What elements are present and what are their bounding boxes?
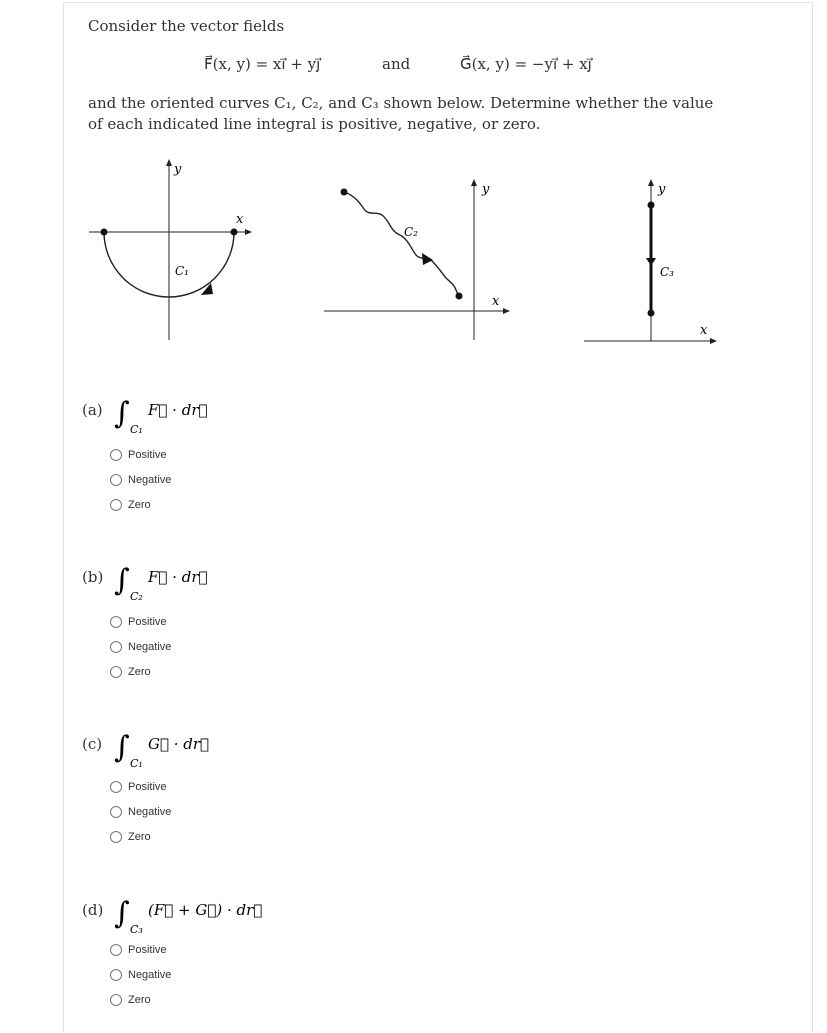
radio-button[interactable]	[110, 831, 122, 843]
c2-curve-label: C₂	[404, 225, 418, 239]
radio-button[interactable]	[110, 474, 122, 486]
radio-button[interactable]	[110, 994, 122, 1006]
c3-y-label: y	[658, 182, 666, 197]
c3-x-label: x	[700, 323, 708, 338]
option-zero[interactable]: Zero	[110, 497, 151, 513]
c2-end-point	[456, 293, 463, 300]
integrand: (F⃗ + G⃗) · dr⃗	[148, 901, 263, 919]
option-zero[interactable]: Zero	[110, 829, 151, 845]
integral-subscript: C₃	[130, 923, 143, 936]
integral-sign: ∫	[114, 896, 130, 931]
c3-start-point	[648, 202, 655, 209]
integrand: G⃗ · dr⃗	[148, 735, 210, 753]
integral-sign: ∫	[114, 730, 130, 765]
c3-curve-label: C₃	[660, 265, 674, 279]
integral-sign: ∫	[114, 396, 130, 431]
question-d-label: (d)	[82, 901, 104, 919]
radio-button[interactable]	[110, 616, 122, 628]
intro-text: Consider the vector fields	[88, 17, 285, 35]
integral-subscript: C₂	[130, 590, 143, 603]
figure-c2	[324, 180, 509, 340]
radio-button[interactable]	[110, 641, 122, 653]
option-zero[interactable]: Zero	[110, 992, 151, 1008]
c1-end-point	[231, 229, 238, 236]
option-positive[interactable]: Positive	[110, 614, 167, 630]
question-b-integral	[110, 554, 310, 604]
radio-button[interactable]	[110, 781, 122, 793]
c2-direction-arrow	[422, 253, 433, 265]
radio-button[interactable]	[110, 944, 122, 956]
c3-end-point	[648, 310, 655, 317]
option-positive[interactable]: Positive	[110, 779, 167, 795]
c3-direction-arrow	[646, 258, 656, 266]
option-positive[interactable]: Positive	[110, 447, 167, 463]
integral-subscript: C₁	[130, 423, 143, 436]
description-text: and the oriented curves C₁, C₂, and C₃ shown below. Determine whether the value of each indicated line integral is positive, negative, or zero.	[88, 94, 714, 133]
c1-y-label: y	[174, 162, 182, 177]
figure-c1	[89, 160, 251, 340]
c2-y-label: y	[482, 182, 490, 197]
c2-x-label: x	[492, 294, 500, 309]
option-negative[interactable]: Negative	[110, 804, 171, 820]
question-a-integral	[110, 387, 310, 437]
option-negative[interactable]: Negative	[110, 967, 171, 983]
question-a-label: (a)	[82, 401, 103, 419]
radio-button[interactable]	[110, 666, 122, 678]
and-word: and	[382, 55, 411, 73]
question-c-label: (c)	[82, 735, 103, 753]
radio-button[interactable]	[110, 449, 122, 461]
option-negative[interactable]: Negative	[110, 639, 171, 655]
option-zero[interactable]: Zero	[110, 664, 151, 680]
option-positive[interactable]: Positive	[110, 942, 167, 958]
integrand: F⃗ · dr⃗	[148, 401, 208, 419]
curves-figure	[64, 3, 812, 363]
c1-curve-label: C₁	[175, 264, 189, 278]
question-card	[63, 2, 813, 1033]
field-g: G⃗(x, y) = −yi⃗ + xj⃗	[460, 55, 592, 73]
c2-curve	[344, 192, 459, 296]
integrand: F⃗ · dr⃗	[148, 568, 208, 586]
integral-subscript: C₁	[130, 757, 143, 770]
radio-button[interactable]	[110, 969, 122, 981]
radio-button[interactable]	[110, 806, 122, 818]
question-c-integral	[110, 721, 310, 771]
c1-start-point	[101, 229, 108, 236]
option-negative[interactable]: Negative	[110, 472, 171, 488]
figure-c3	[584, 180, 716, 341]
question-b-label: (b)	[82, 568, 104, 586]
c2-start-point	[341, 189, 348, 196]
integral-sign: ∫	[114, 563, 130, 598]
question-d-integral	[110, 887, 350, 937]
c1-x-label: x	[236, 212, 244, 227]
radio-button[interactable]	[110, 499, 122, 511]
field-f: F⃗(x, y) = xi⃗ + yj⃗	[204, 55, 321, 73]
